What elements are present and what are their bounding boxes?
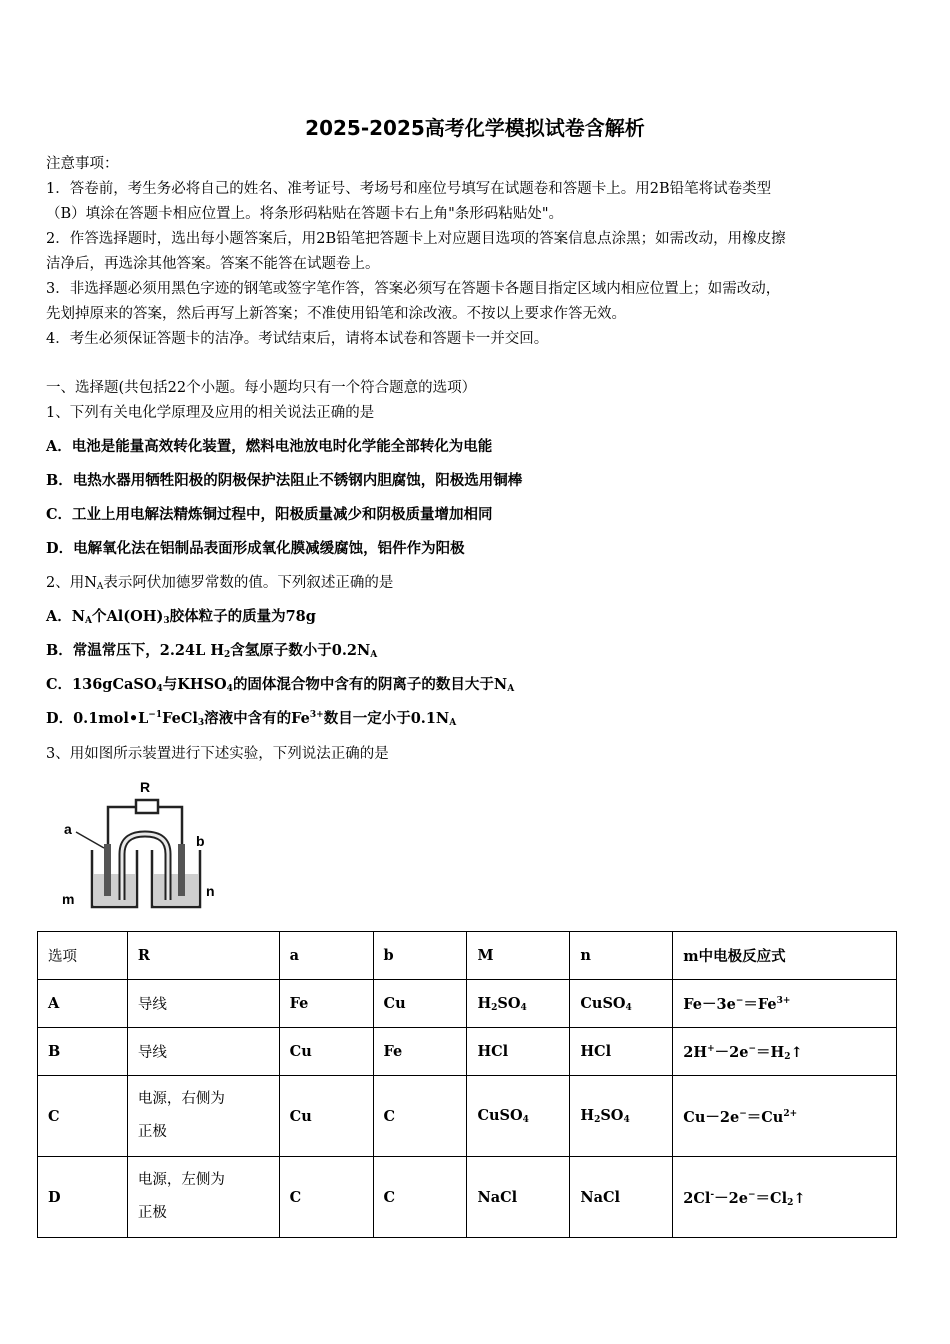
table-cell: A bbox=[38, 980, 128, 1028]
note-1b: （B）填涂在答题卡相应位置上。将条形码粘贴在答题卡右上角"条形码粘贴处"。 bbox=[46, 206, 563, 222]
q2-option-a: A．$N_A$个$Al(OH)_3$胶体粒子的质量为78g bbox=[46, 608, 316, 626]
header-cell: M bbox=[467, 932, 570, 980]
table-cell: HCl bbox=[467, 1028, 570, 1076]
header-cell: b bbox=[373, 932, 467, 980]
q2-option-c: C．136gCaSO$_4$与$KHSO_4$的固体混合物中含有的阴离子的数目大于$N_A$ bbox=[46, 676, 515, 694]
page-title: 2025-2025高考化学模拟试卷含解析 bbox=[305, 116, 645, 140]
table-cell: Cu bbox=[373, 980, 467, 1028]
label-m: m bbox=[62, 891, 75, 907]
table-cell: C bbox=[373, 1076, 467, 1157]
table-cell: $2Cl^--2e^-=Cl_2↑$ bbox=[673, 1157, 897, 1238]
q3-options-table bbox=[37, 931, 897, 1238]
table-cell: B bbox=[38, 1028, 128, 1076]
q2-option-b: B．常温常压下，2.24L $H_2$含氢原子数小于$0.2N_A$ bbox=[46, 642, 378, 660]
table-cell: NaCl bbox=[467, 1157, 570, 1238]
table-cell: $H_2SO_4$ bbox=[467, 980, 570, 1028]
q2-option-d: D．$0.1mol•L^{-1}FeCl_3$溶液中含有的$Fe^{3+}$数目一定小于$0.1N_A$ bbox=[46, 710, 457, 728]
q1-option-a: A．电池是能量高效转化装置，燃料电池放电时化学能全部转化为电能 bbox=[46, 438, 493, 455]
label-b: b bbox=[196, 833, 205, 849]
table-cell: 导线 bbox=[127, 1028, 279, 1076]
table-cell: HCl bbox=[570, 1028, 673, 1076]
label-r: R bbox=[140, 779, 151, 795]
note-2b: 洁净后，再选涂其他答案。答案不能答在试题卷上。 bbox=[46, 256, 380, 272]
table-cell: C bbox=[38, 1076, 128, 1157]
table-cell: 导线 bbox=[127, 980, 279, 1028]
header-cell: m中电极反应式 bbox=[673, 932, 897, 980]
note-2a: 2．作答选择题时，选出每小题答案后，用2B铅笔把答题卡上对应题目选项的答案信息点涂黑；如需改动，用橡皮擦 bbox=[46, 231, 786, 247]
label-a: a bbox=[64, 821, 72, 837]
table-cell: D bbox=[38, 1157, 128, 1238]
notes-block bbox=[46, 152, 906, 352]
table-cell: Fe bbox=[373, 1028, 467, 1076]
label-n: n bbox=[206, 883, 215, 899]
electrolysis-apparatus-figure bbox=[60, 772, 230, 917]
resistor-r bbox=[136, 800, 158, 813]
header-cell: n bbox=[570, 932, 673, 980]
table-cell: 电源，左侧为 正极 bbox=[127, 1157, 279, 1238]
header-cell: a bbox=[279, 932, 373, 980]
q1-option-b: B．电热水器用牺牲阳极的阴极保护法阻止不锈钢内胆腐蚀，阳极选用铜棒 bbox=[46, 472, 523, 489]
table-cell: C bbox=[373, 1157, 467, 1238]
table-cell: $Fe-3e^-=Fe^{3+}$ bbox=[673, 980, 897, 1028]
table-row bbox=[38, 1157, 897, 1238]
table-cell: CuSO$_4$ bbox=[570, 980, 673, 1028]
table-cell: C bbox=[279, 1157, 373, 1238]
table-cell: $2H^+-2e^-=H_2↑$ bbox=[673, 1028, 897, 1076]
note-1a: 1．答卷前，考生务必将自己的姓名、准考证号、考场号和座位号填写在试题卷和答题卡上。用2B铅笔将试卷类型 bbox=[46, 181, 772, 197]
table-cell: Cu bbox=[279, 1076, 373, 1157]
table-cell: NaCl bbox=[570, 1157, 673, 1238]
table-cell: $H_2SO_4$ bbox=[570, 1076, 673, 1157]
note-4: 4．考生必须保证答题卡的洁净。考试结束后，请将本试卷和答题卡一并交回。 bbox=[46, 331, 549, 347]
table-row bbox=[38, 1028, 897, 1076]
table-cell: CuSO$_4$ bbox=[467, 1076, 570, 1157]
table-cell: 电源，右侧为 正极 bbox=[127, 1076, 279, 1157]
table-cell: Fe bbox=[279, 980, 373, 1028]
section-heading: 一、选择题(共包括22个小题。每小题均只有一个符合题意的选项） bbox=[46, 380, 477, 396]
q1-option-d: D．电解氧化法在铝制品表面形成氧化膜减缓腐蚀，铝件作为阳极 bbox=[46, 540, 465, 557]
q2-stem: 2、用$N_A$表示阿伏加德罗常数的值。下列叙述正确的是 bbox=[46, 575, 394, 592]
note-3b: 先划掉原来的答案，然后再写上新答案；不准使用铅笔和涂改液。不按以上要求作答无效。 bbox=[46, 306, 626, 322]
header-cell: 选项 bbox=[38, 932, 128, 980]
q3-stem: 3、用如图所示装置进行下述实验，下列说法正确的是 bbox=[46, 746, 389, 762]
electrode-b bbox=[178, 844, 185, 896]
table-row bbox=[38, 1076, 897, 1157]
table-header-row bbox=[38, 932, 897, 980]
electrode-a bbox=[104, 844, 111, 896]
notes-heading: 注意事项： bbox=[46, 156, 119, 172]
table-row bbox=[38, 980, 897, 1028]
header-cell: R bbox=[127, 932, 279, 980]
table-cell: $Cu-2e^-=Cu^{2+}$ bbox=[673, 1076, 897, 1157]
note-3a: 3．非选择题必须用黑色字迹的钢笔或签字笔作答，答案必须写在答题卡各题目指定区域内相应位置上；如需改动， bbox=[46, 281, 781, 297]
table-cell: Cu bbox=[279, 1028, 373, 1076]
q1-stem: 1、下列有关电化学原理及应用的相关说法正确的是 bbox=[46, 405, 375, 421]
q1-option-c: C．工业上用电解法精炼铜过程中，阳极质量减少和阴极质量增加相同 bbox=[46, 506, 493, 523]
